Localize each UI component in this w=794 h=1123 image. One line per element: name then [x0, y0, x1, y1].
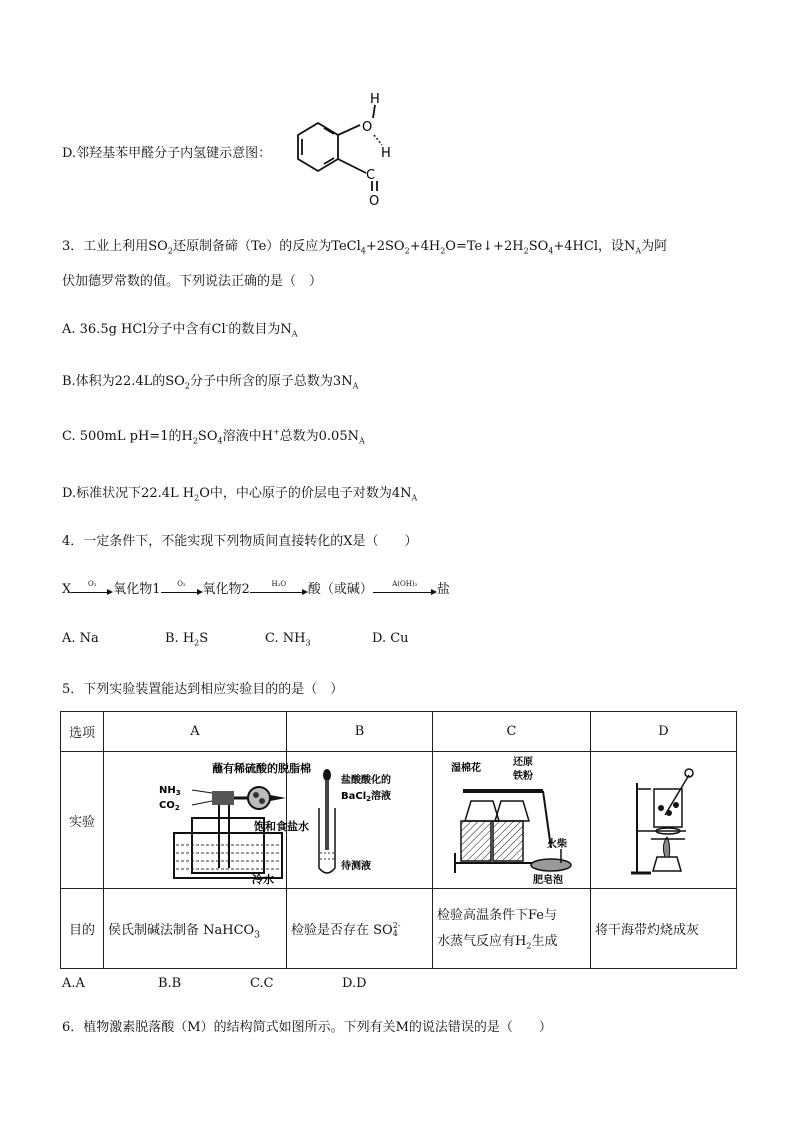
- svg-text:BaCl2溶液: BaCl$_2$溶液: [341, 790, 392, 803]
- apparatus-a-drawing: [104, 753, 311, 888]
- atom-h-top: H: [370, 92, 380, 107]
- benzene-ring: [298, 123, 338, 171]
- row-label-experiment: 实验: [61, 752, 104, 889]
- q3-option-b: B.体积为22.4L的$SO_2$分子中所含的原子总数为$3N_A$: [62, 374, 359, 391]
- svg-text:火柴: 火柴: [547, 838, 567, 850]
- header-b: B: [287, 712, 433, 752]
- header-a: A: [104, 712, 287, 752]
- goal-c: 检验高温条件下Fe与 水蒸气反应有$H_2$生成: [433, 889, 591, 969]
- row-label-goal: 目的: [61, 889, 104, 969]
- q5-table: [60, 711, 737, 969]
- q4-option-a: A. Na: [62, 631, 99, 646]
- q3-stem-line2: 伏加德罗常数的值。下列说法正确的是（ ）: [62, 274, 323, 289]
- atom-h-mid: H: [381, 146, 391, 161]
- hydrogen-bond-diagram: [280, 85, 400, 210]
- atom-c: C: [366, 168, 376, 183]
- q4-option-b: B. $H_2S$: [165, 631, 209, 648]
- svg-text:CO2: $CO_2$: [159, 799, 180, 812]
- apparatus-a: [104, 752, 311, 889]
- q3-option-a: A. 36.5g HCl分子中含有Cl-的数目为$N_A$: [62, 320, 298, 339]
- atom-o-bottom: O: [369, 194, 380, 209]
- goal-b: 检验是否存在 SO2- 4: [287, 889, 433, 969]
- svg-text:肥皂泡: 肥皂泡: [533, 874, 563, 886]
- apparatus-d: [591, 752, 737, 889]
- q4-stem: 4．一定条件下，不能实现下列物质间直接转化的X是（ ）: [62, 534, 418, 549]
- q4-option-c: C. $NH_3$: [265, 631, 311, 648]
- svg-text:待测液: 待测液: [341, 860, 371, 872]
- apparatus-c-drawing: [433, 753, 590, 888]
- q5-option-a: A.A: [62, 976, 85, 991]
- svg-text:还原: 还原: [513, 756, 533, 768]
- q5-option-c: C.C: [250, 976, 274, 991]
- header-c: C: [433, 712, 591, 752]
- header-d: D: [591, 712, 737, 752]
- q2-option-d: D.邻羟基苯甲醛分子内氢键示意图：: [62, 146, 272, 161]
- goal-a: 侯氏制碱法制备 NaHCO$_3$: [104, 889, 287, 969]
- q5-option-d: D.D: [342, 976, 367, 991]
- svg-text:盐酸酸化的: 盐酸酸化的: [341, 774, 391, 786]
- arrow-base: A(OH)₂: [373, 583, 437, 597]
- q3-option-c: C. 500mL pH=1的$H_2SO_4$溶液中H+总数为$0.05N_A$: [62, 427, 365, 446]
- svg-text:饱和食盐水: 饱和食盐水: [254, 819, 309, 833]
- svg-text:蘸有稀硫酸的脱脂棉: 蘸有稀硫酸的脱脂棉: [212, 761, 311, 775]
- q6-stem: 6．植物激素脱落酸（M）的结构简式如图所示。下列有关M的说法错误的是（ ）: [62, 1020, 552, 1035]
- arrow-o2-2: O₂: [161, 583, 203, 597]
- q3-option-d: D.标准状况下22.4L $H_2O$中，中心原子的价层电子对数为$4N_A$: [62, 486, 418, 503]
- svg-text:NH3: $NH_3$: [159, 784, 181, 797]
- q4-option-d: D. Cu: [372, 631, 409, 646]
- svg-text:冷水: 冷水: [252, 872, 274, 886]
- atom-o-top: O: [362, 120, 373, 135]
- arrow-o2-1: O₂: [71, 583, 113, 597]
- q5-option-b: B.B: [158, 976, 182, 991]
- q5-stem: 5．下列实验装置能达到相应实验目的的是（ ）: [62, 682, 344, 697]
- svg-text:铁粉: 铁粉: [513, 770, 533, 782]
- arrow-h2o: H₂O: [250, 583, 308, 597]
- header-option: 选项: [61, 712, 104, 752]
- apparatus-d-drawing: [591, 753, 736, 888]
- goal-d: 将干海带灼烧成灰: [591, 889, 737, 969]
- q3-stem-line1: 3．工业上利用$SO_2$还原制备碲（Te）的反应为$TeCl_4+2SO_2+4H_2O=Te↓+2H_2SO_4+4HCl$，设$N_A$为阿: [62, 239, 668, 256]
- svg-text:湿棉花: 湿棉花: [451, 762, 481, 774]
- apparatus-c: [433, 752, 591, 889]
- q4-conversion-chain: X O₂ 氧化物1 O₂ 氧化物2 H₂O 酸（或碱） A(OH)₂ 盐: [62, 579, 450, 597]
